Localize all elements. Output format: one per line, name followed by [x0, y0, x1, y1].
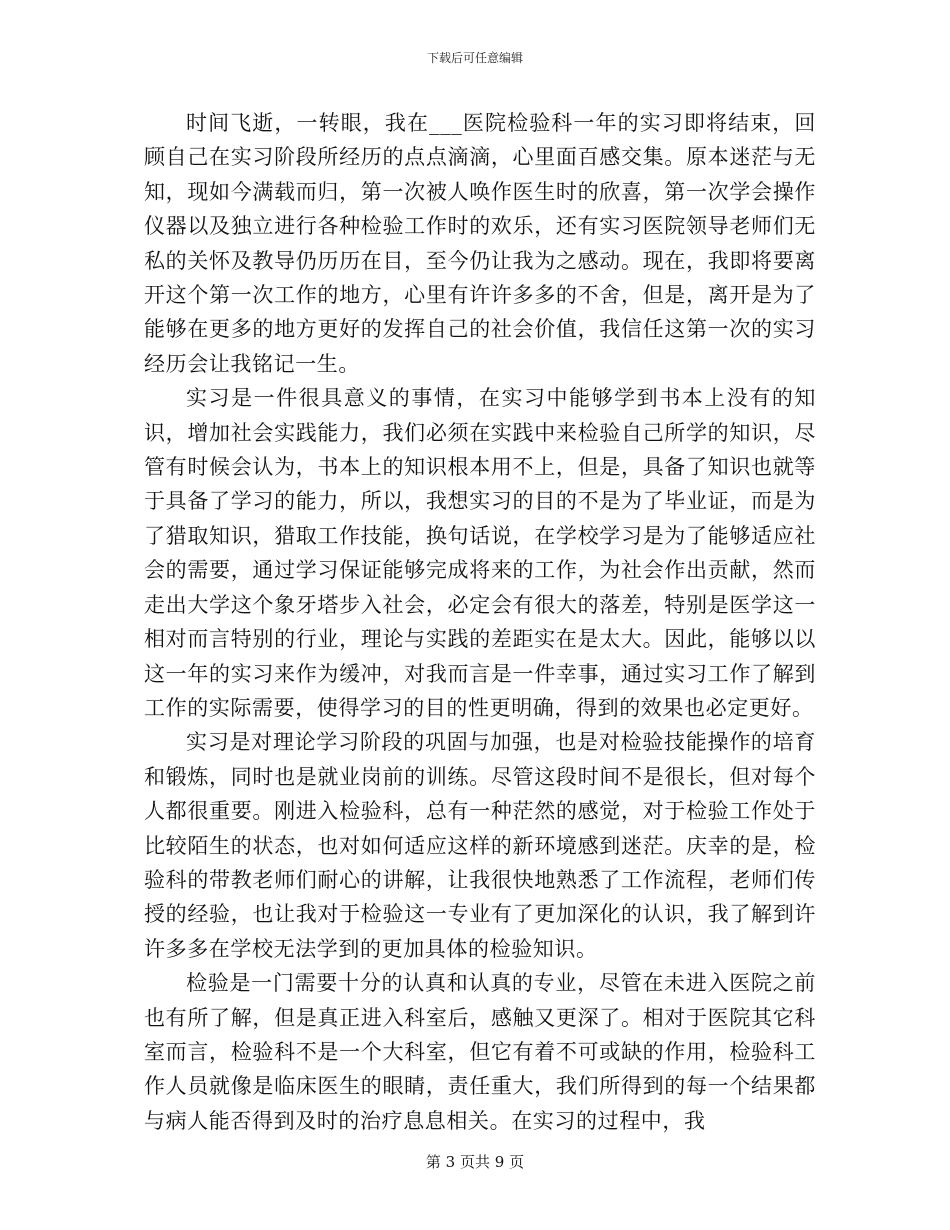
- page-footer: 第 3 页共 9 页: [425, 1153, 525, 1171]
- paragraph-3: 实习是对理论学习阶段的巩固与加强，也是对检验技能操作的培育和锻炼，同时也是就业岗前的训练。尽管这段时间不是很长，但对每个人都很重要。刚进入检验科，总有一种茫然的感觉，对于检验工作处于比较陌生的状态，也对如何适应这样的新环境感到迷茫。庆幸的是，检验科的带教老师们耐心的讲解，让我很快地熟悉了工作流程，老师们传授的经验，也让我对于检验这一专业有了更加深化的认识，我了解到许许多多在学校无法学到的更加具体的检验知识。: [144, 730, 816, 961]
- paragraph-2: 实习是一件很具意义的事情，在实习中能够学到书本上没有的知识，增加社会实践能力，我们必须在实践中来检验自己所学的知识，尽管有时候会认为，书本上的知识根本用不上，但是，具备了知识也就等于具备了学习的能力，所以，我想实习的目的不是为了毕业证，而是为了猎取知识，猎取工作技能，换句话说，在学校学习是为了能够适应社会的需要，通过学习保证能够完成将来的工作，为社会作出贡献，然而走出大学这个象牙塔步入社会，必定会有很大的落差，特别是医学这一相对而言特别的行业，理论与实践的差距实在是太大。因此，能够以以这一年的实习来作为缓冲，对我而言是一件幸事，通过实习工作了解到工作的实际需要，使得学习的目的性更明确，得到的效果也必定更好。: [144, 386, 816, 720]
- paragraph-4: 检验是一门需要十分的认真和认真的专业，尽管在未进入医院之前也有所了解，但是真正进入科室后，感触又更深了。相对于医院其它科室而言，检验科不是一个大科室，但它有着不可或缺的作用，检验科工作人员就像是临床医生的眼睛，责任重大，我们所得到的每一个结果都与病人能否得到及时的治疗息息相关。在实习的过程中，我: [144, 971, 816, 1133]
- page-header: 下载后可任意编辑: [426, 51, 523, 65]
- paragraph-1: 时间飞逝，一转眼，我在___医院检验科一年的实习即将结束，回顾自己在实习阶段所经历的点点滴滴，心里面百感交集。原本迷茫与无知，现如今满载而归，第一次被人唤作医生时的欣喜，第一次学会操作仪器以及独立进行各种检验工作时的欢乐，还有实习医院领导老师们无私的关怀及教导仍历历在目，至今仍让我为之感动。现在，我即将要离开这个第一次工作的地方，心里有许许多多的不舍，但是，离开是为了能够在更多的地方更好的发挥自己的社会价值，我信任这第一次的实习经历会让我铭记一生。: [144, 111, 816, 376]
- document-body: [144, 106, 816, 1138]
